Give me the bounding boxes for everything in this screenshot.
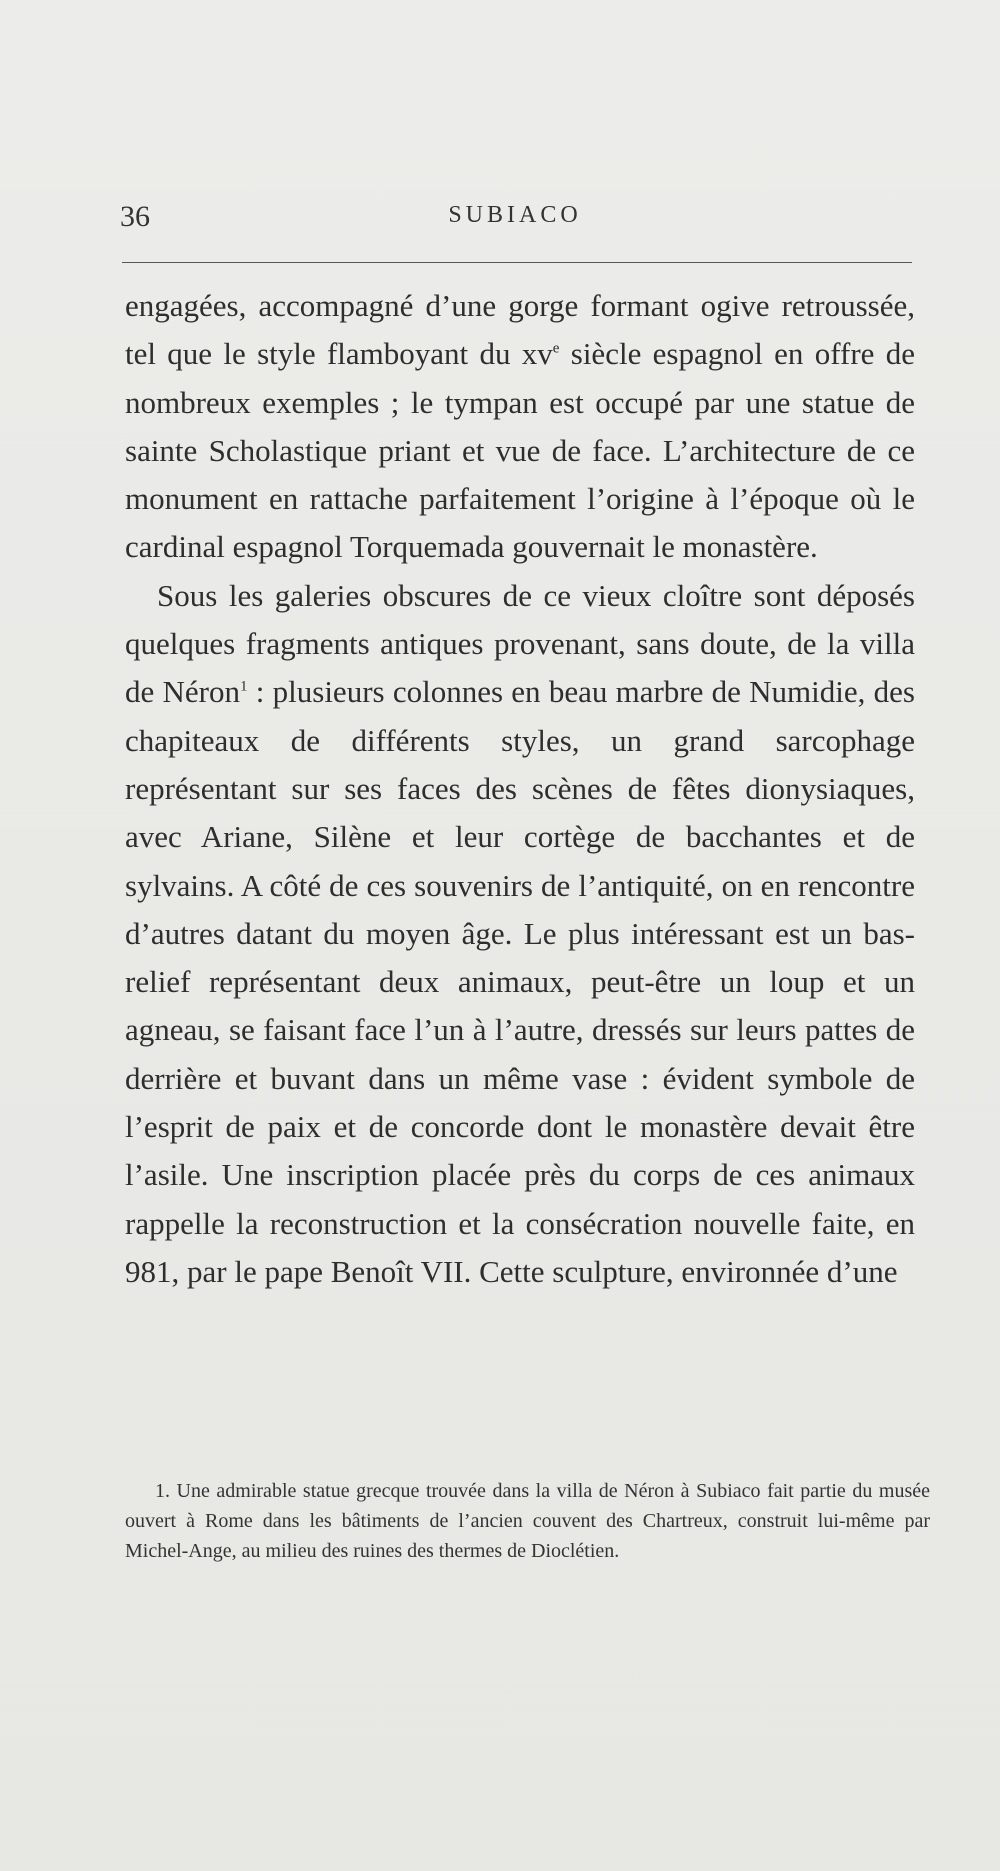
paragraph-2-part-a: Sous les galeries obscures de ce vieux cloître sont déposés quelques fragments antiques provenant, sans doute, de la villa de Néron: [125, 577, 915, 710]
paragraph-2: [125, 572, 915, 1296]
footnote-reference: 1: [240, 679, 248, 696]
footnote-number: 1.: [155, 1480, 170, 1502]
paragraph-1: [125, 282, 915, 572]
header-rule: [122, 262, 912, 263]
footnote-1: [125, 1476, 930, 1566]
page-number: 36: [120, 200, 150, 233]
running-title: SUBIACO: [448, 202, 582, 228]
paragraph-2-part-b: : plusieurs colonnes en beau marbre de Numidie, des chapiteaux de différents styles, un grand sarcophage représentant sur ses faces des scènes de fêtes dionysiaques, avec Ariane, Silène et leur cortège de bacchantes et de sylvains. A côté de ces souvenirs de l’antiquité, on en rencontre d’autres datant du moyen âge. Le plus intéressant est un bas-relief représentant deux animaux, peut-être un loup et un agneau, se faisant face l’un à l’autre, dressés sur leurs pattes de derrière et buvant dans un même vase : évident symbole de l’esprit de paix et de concorde dont le monastère devait être l’asile. Une inscription placée près du corps de ces animaux rappelle la reconstruction et la consécration nouvelle faite, en 981, par le pape Benoît VII. Cette sculpture, environnée d’une: [125, 674, 915, 1289]
paragraph-1-part-a: engagées, accompagné d’une gorge formant ogive retroussée, tel que le style flamboyant du xv: [125, 288, 915, 372]
footnotes: [125, 1476, 930, 1566]
body-text: [125, 282, 915, 1296]
century-superscript: e: [552, 340, 560, 357]
page-header: [120, 200, 910, 240]
paragraph-1-part-b: siècle espagnol en offre de nombreux exemples ; le tympan est occupé par une statue de sainte Scholastique priant et vue de face. L’architecture de ce monument en rattache parfaitement l’origine à l’époque où le cardinal espagnol Torquemada gouvernait le monastère.: [125, 336, 915, 565]
footnote-text: Une admirable statue grecque trouvée dans la villa de Néron à Subiaco fait partie du musée ouvert à Rome dans les bâtiments de l’ancien couvent des Chartreux, construit lui-même par Michel-Ange, au milieu des ruines des thermes de Dioclétien.: [125, 1480, 930, 1562]
